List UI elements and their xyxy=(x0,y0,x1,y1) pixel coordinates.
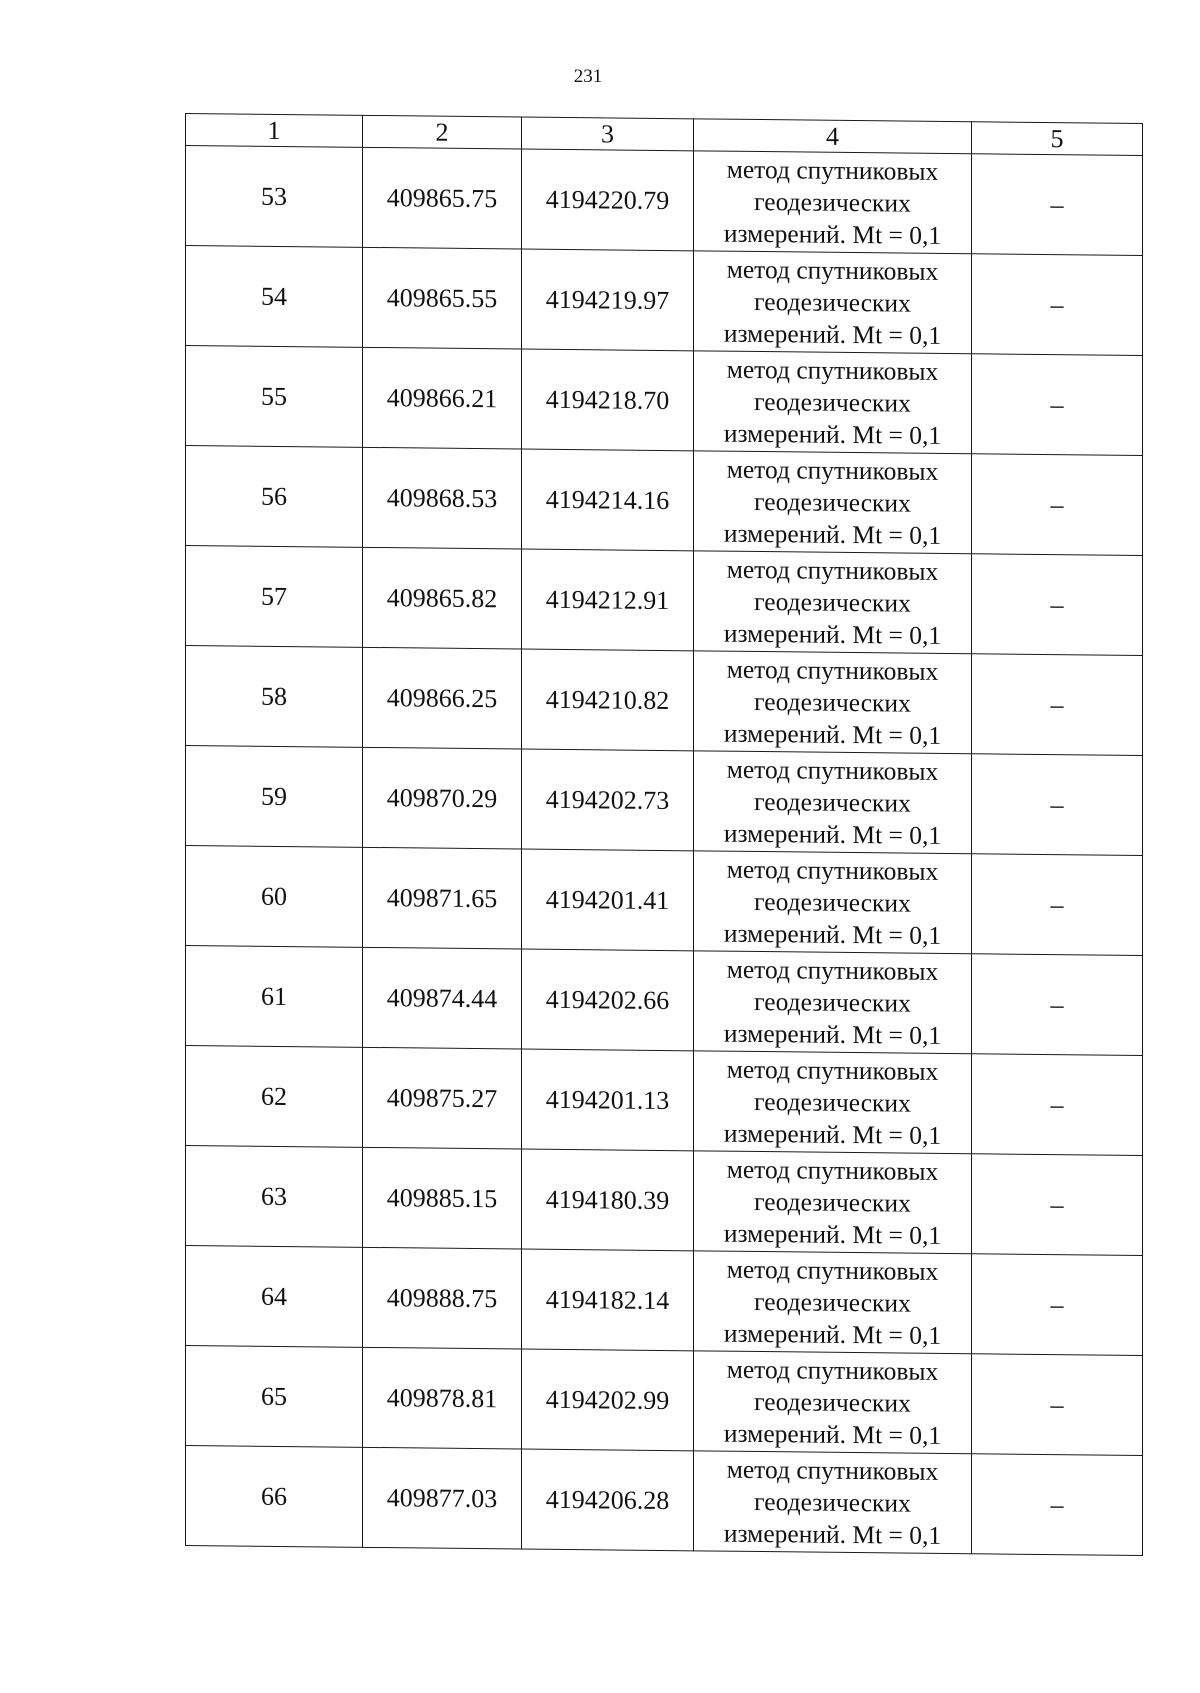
x-coordinate-cell: 409868.53 xyxy=(363,447,522,549)
method-line: метод спутниковых xyxy=(726,454,939,486)
method-line: измерений. Mt = 0,1 xyxy=(723,418,942,450)
method-line: метод спутниковых xyxy=(726,754,939,786)
method-cell xyxy=(694,951,972,1054)
method-line: измерений. Mt = 0,1 xyxy=(723,1318,942,1350)
method-cell xyxy=(694,1351,972,1454)
method-line: измерений. Mt = 0,1 xyxy=(723,1418,942,1450)
note-cell: – xyxy=(972,1454,1143,1556)
table-row xyxy=(186,246,1143,356)
note-cell: – xyxy=(972,154,1143,256)
point-number-cell: 53 xyxy=(186,146,363,248)
note-cell: – xyxy=(972,954,1143,1056)
table-row xyxy=(186,146,1143,256)
y-coordinate-cell: 4194210.82 xyxy=(522,649,694,751)
header-cell-2: 2 xyxy=(363,115,522,149)
header-cell-5: 5 xyxy=(972,122,1143,156)
point-number-cell: 66 xyxy=(186,1446,363,1548)
method-line: измерений. Mt = 0,1 xyxy=(723,1118,942,1150)
note-cell: – xyxy=(972,1354,1143,1456)
x-coordinate-cell: 409875.27 xyxy=(363,1047,522,1149)
x-coordinate-cell: 409874.44 xyxy=(363,947,522,1049)
y-coordinate-cell: 4194201.41 xyxy=(522,849,694,951)
x-coordinate-cell: 409888.75 xyxy=(363,1247,522,1349)
method-cell xyxy=(694,151,972,254)
method-line: метод спутниковых xyxy=(726,1154,939,1186)
note-cell: – xyxy=(972,454,1143,556)
x-coordinate-cell: 409865.75 xyxy=(363,147,522,249)
method-cell xyxy=(694,751,972,854)
table-row xyxy=(186,546,1143,656)
method-line: геодезических xyxy=(754,686,911,718)
x-coordinate-cell: 409871.65 xyxy=(363,847,522,949)
method-line: геодезических xyxy=(754,1386,911,1418)
method-line: геодезических xyxy=(754,586,911,618)
method-cell xyxy=(694,551,972,654)
method-line: измерений. Mt = 0,1 xyxy=(723,918,942,950)
y-coordinate-cell: 4194214.16 xyxy=(522,449,694,551)
point-number-cell: 60 xyxy=(186,846,363,948)
method-line: измерений. Mt = 0,1 xyxy=(723,1518,942,1550)
table-row xyxy=(186,646,1143,756)
method-line: измерений. Mt = 0,1 xyxy=(723,1218,942,1250)
method-line: метод спутниковых xyxy=(726,1354,939,1386)
y-coordinate-cell: 4194219.97 xyxy=(522,249,694,351)
table-row xyxy=(186,1446,1143,1556)
note-cell: – xyxy=(972,554,1143,656)
method-line: метод спутниковых xyxy=(726,1254,939,1286)
point-number-cell: 61 xyxy=(186,946,363,1048)
method-line: измерений. Mt = 0,1 xyxy=(723,218,942,250)
x-coordinate-cell: 409866.21 xyxy=(363,347,522,449)
table-row xyxy=(186,1146,1143,1256)
method-line: геодезических xyxy=(754,486,911,518)
table-row xyxy=(186,1046,1143,1156)
note-cell: – xyxy=(972,754,1143,856)
header-cell-1: 1 xyxy=(186,114,363,148)
method-cell xyxy=(694,651,972,754)
method-line: метод спутниковых xyxy=(726,154,939,186)
method-line: измерений. Mt = 0,1 xyxy=(723,1018,942,1050)
table-row xyxy=(186,846,1143,956)
method-cell xyxy=(694,351,972,454)
note-cell: – xyxy=(972,854,1143,956)
method-line: геодезических xyxy=(754,1286,911,1318)
note-cell: – xyxy=(972,654,1143,756)
note-cell: – xyxy=(972,254,1143,356)
method-line: геодезических xyxy=(754,286,911,318)
method-cell xyxy=(694,1151,972,1254)
note-cell: – xyxy=(972,354,1143,456)
y-coordinate-cell: 4194218.70 xyxy=(522,349,694,451)
method-line: измерений. Mt = 0,1 xyxy=(723,618,942,650)
method-cell xyxy=(694,451,972,554)
point-number-cell: 55 xyxy=(186,346,363,448)
y-coordinate-cell: 4194202.73 xyxy=(522,749,694,851)
point-number-cell: 56 xyxy=(186,446,363,548)
point-number-cell: 64 xyxy=(186,1246,363,1348)
point-number-cell: 63 xyxy=(186,1146,363,1248)
header-cell-4: 4 xyxy=(694,119,972,154)
method-cell xyxy=(694,1051,972,1154)
coordinates-table xyxy=(185,113,1143,1556)
method-line: метод спутниковых xyxy=(726,554,939,586)
method-cell xyxy=(694,851,972,954)
method-line: измерений. Mt = 0,1 xyxy=(723,318,942,350)
x-coordinate-cell: 409870.29 xyxy=(363,747,522,849)
method-line: геодезических xyxy=(754,1086,911,1118)
method-line: геодезических xyxy=(754,986,911,1018)
table-row xyxy=(186,1346,1143,1456)
table-row xyxy=(186,1246,1143,1356)
method-cell xyxy=(694,1451,972,1554)
x-coordinate-cell: 409865.82 xyxy=(363,547,522,649)
page-number: 231 xyxy=(573,66,603,87)
table-body xyxy=(186,146,1143,1556)
y-coordinate-cell: 4194180.39 xyxy=(522,1149,694,1251)
method-line: геодезических xyxy=(754,1486,911,1518)
y-coordinate-cell: 4194202.66 xyxy=(522,949,694,1051)
point-number-cell: 58 xyxy=(186,646,363,748)
point-number-cell: 65 xyxy=(186,1346,363,1448)
point-number-cell: 62 xyxy=(186,1046,363,1148)
method-line: метод спутниковых xyxy=(726,254,939,286)
point-number-cell: 59 xyxy=(186,746,363,848)
method-line: метод спутниковых xyxy=(726,654,939,686)
header-cell-3: 3 xyxy=(522,117,694,151)
method-line: геодезических xyxy=(754,886,911,918)
method-line: измерений. Mt = 0,1 xyxy=(723,818,942,850)
note-cell: – xyxy=(972,1054,1143,1156)
table-row xyxy=(186,946,1143,1056)
x-coordinate-cell: 409877.03 xyxy=(363,1447,522,1549)
method-line: измерений. Mt = 0,1 xyxy=(723,718,942,750)
y-coordinate-cell: 4194212.91 xyxy=(522,549,694,651)
method-line: метод спутниковых xyxy=(726,1454,939,1486)
method-line: геодезических xyxy=(754,1186,911,1218)
y-coordinate-cell: 4194220.79 xyxy=(522,149,694,251)
method-line: геодезических xyxy=(754,386,911,418)
method-line: метод спутниковых xyxy=(726,854,939,886)
table-row xyxy=(186,346,1143,456)
x-coordinate-cell: 409878.81 xyxy=(363,1347,522,1449)
note-cell: – xyxy=(972,1254,1143,1356)
method-line: метод спутниковых xyxy=(726,1054,939,1086)
point-number-cell: 57 xyxy=(186,546,363,648)
x-coordinate-cell: 409865.55 xyxy=(363,247,522,349)
y-coordinate-cell: 4194201.13 xyxy=(522,1049,694,1151)
note-cell: – xyxy=(972,1154,1143,1256)
y-coordinate-cell: 4194202.99 xyxy=(522,1349,694,1451)
table-row xyxy=(186,446,1143,556)
table-row xyxy=(186,746,1143,856)
method-cell xyxy=(694,251,972,354)
method-line: метод спутниковых xyxy=(726,954,939,986)
method-line: геодезических xyxy=(754,786,911,818)
method-line: измерений. Mt = 0,1 xyxy=(723,518,942,550)
y-coordinate-cell: 4194182.14 xyxy=(522,1249,694,1351)
y-coordinate-cell: 4194206.28 xyxy=(522,1449,694,1551)
x-coordinate-cell: 409866.25 xyxy=(363,647,522,749)
method-cell xyxy=(694,1251,972,1354)
x-coordinate-cell: 409885.15 xyxy=(363,1147,522,1249)
method-line: геодезических xyxy=(754,186,911,218)
point-number-cell: 54 xyxy=(186,246,363,348)
method-line: метод спутниковых xyxy=(726,354,939,386)
